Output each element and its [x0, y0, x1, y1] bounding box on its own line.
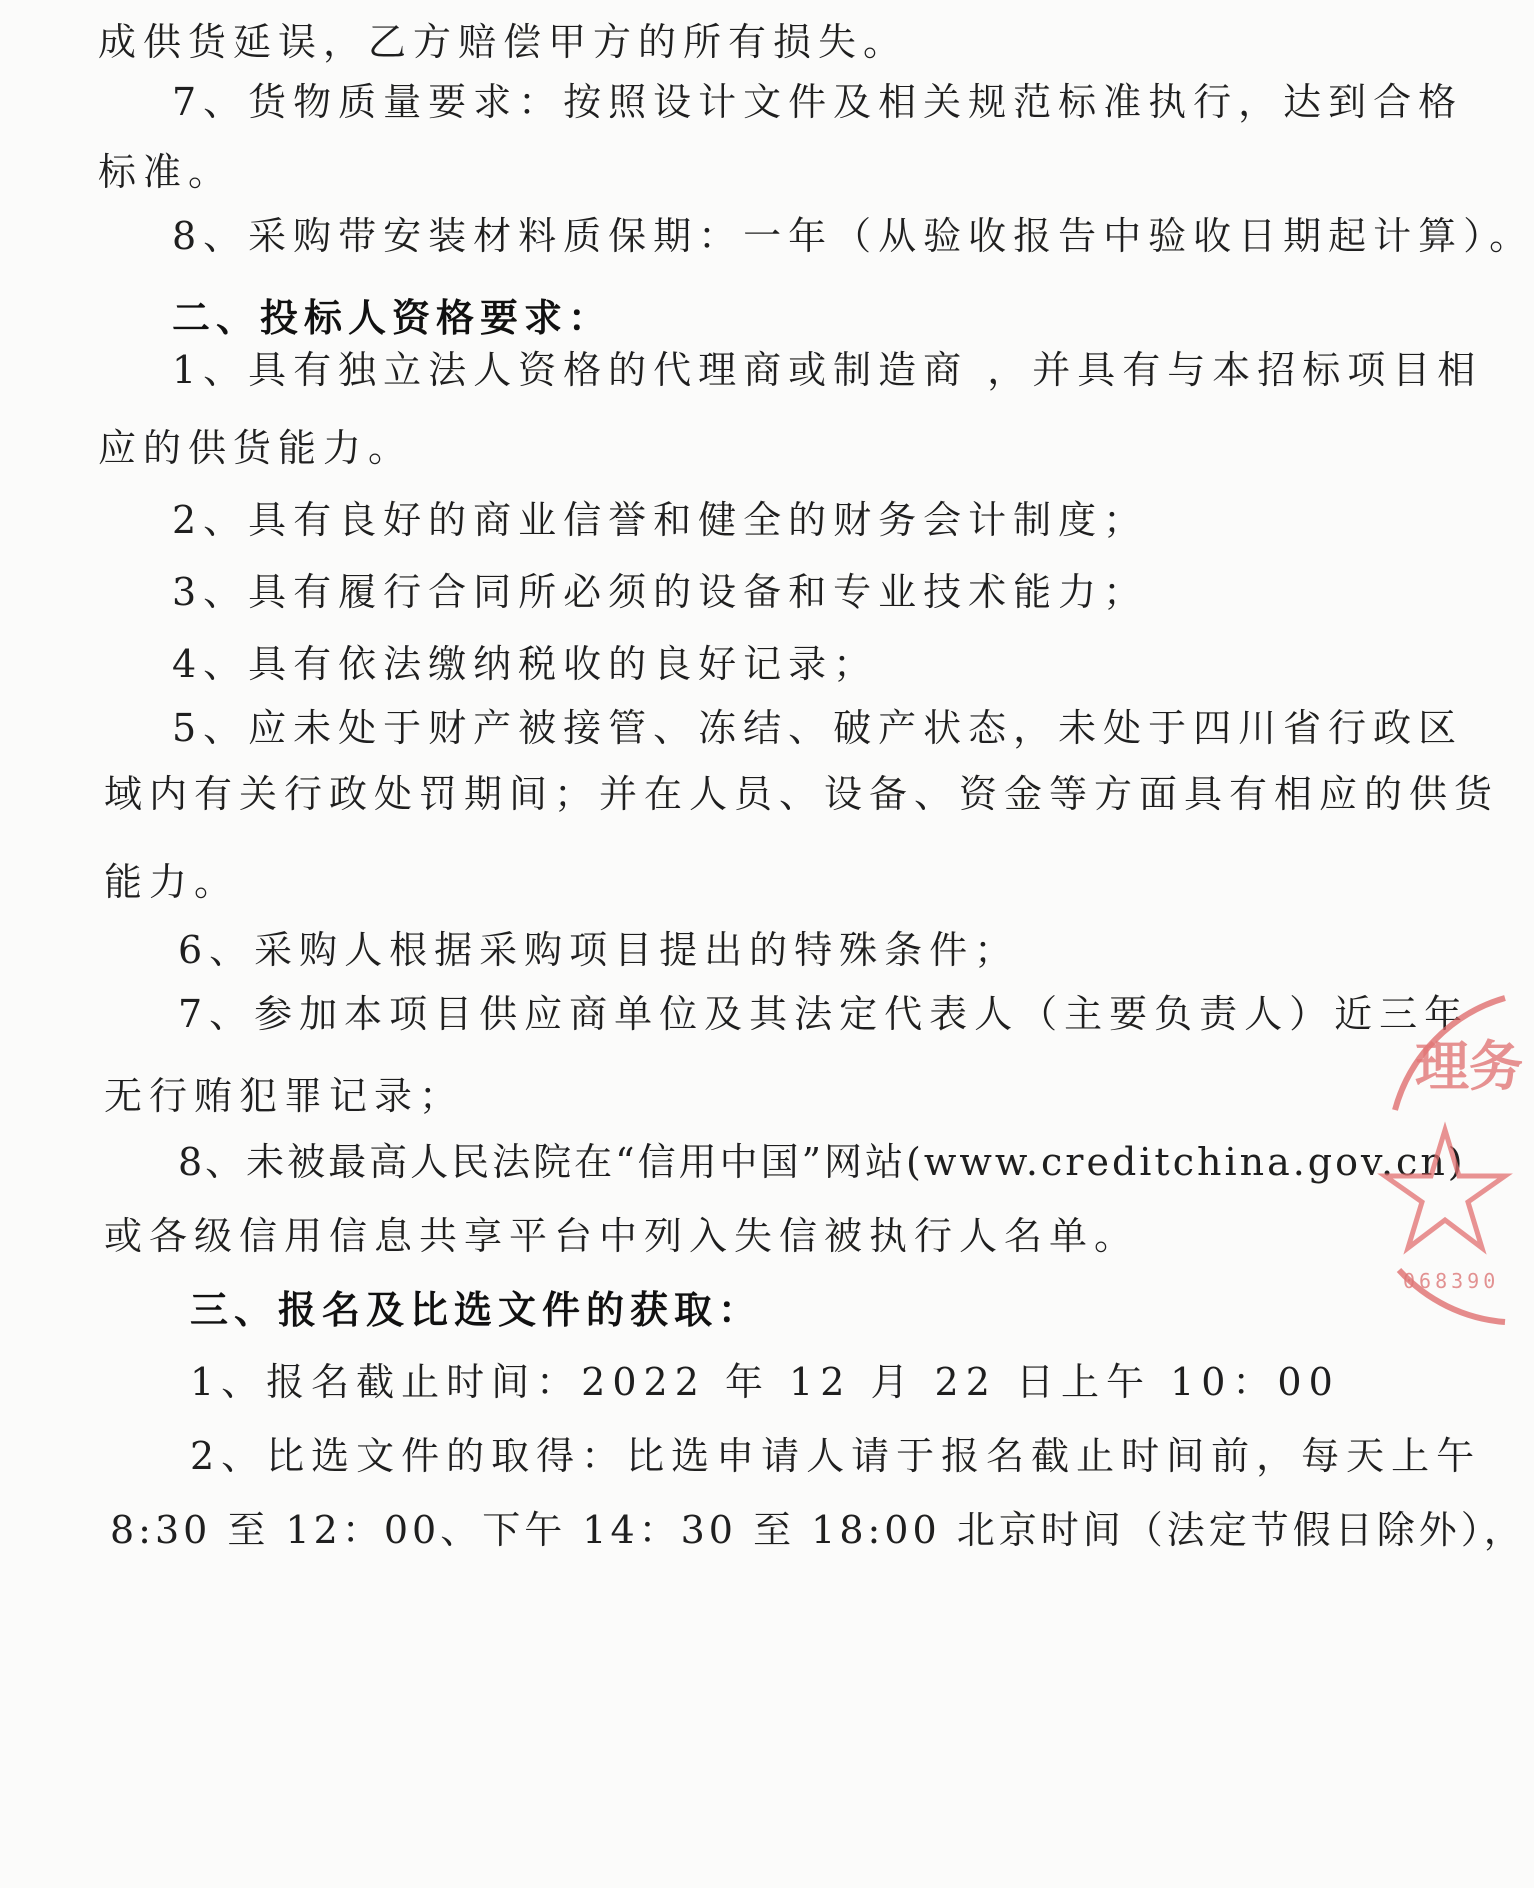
paragraph-line: 应的供货能力。	[98, 426, 414, 470]
paragraph-line: 5、应未处于财产被接管、冻结、破产状态，未处于四川省行政区	[172, 706, 1464, 750]
paragraph-line: 8、采购带安装材料质保期：一年（从验收报告中验收日期起计算）。	[172, 214, 1534, 258]
paragraph-line: 6、采购人根据采购项目提出的特殊条件；	[178, 928, 1020, 972]
paragraph-line: 2、比选文件的取得：比选申请人请于报名截止时间前，每天上午	[190, 1434, 1482, 1478]
paragraph-line: 7、参加本项目供应商单位及其法定代表人（主要负责人）近三年	[178, 992, 1470, 1036]
paragraph-line: 1、报名截止时间：2022 年 12 月 22 日上午 10：00	[190, 1360, 1340, 1404]
svg-text:068390: 068390	[1403, 1269, 1500, 1293]
paragraph-line: 8、未被最高人民法院在“信用中国”网站(www.creditchina.gov.cn)	[178, 1140, 1466, 1184]
paragraph-line: 标准。	[98, 150, 234, 194]
paragraph-line: 4、具有依法缴纳税收的良好记录；	[172, 642, 879, 686]
paragraph-line: 无行贿犯罪记录；	[104, 1074, 465, 1118]
paragraph-line: 能力。	[104, 860, 240, 904]
paragraph-line: 7、货物质量要求：按照设计文件及相关规范标准执行，达到合格	[172, 80, 1464, 124]
official-seal-icon	[1385, 990, 1523, 1330]
section-heading: 三、报名及比选文件的获取：	[190, 1288, 763, 1332]
paragraph-line: 域内有关行政处罚期间；并在人员、设备、资金等方面具有相应的供货	[104, 772, 1500, 816]
paragraph-line: 或各级信用信息共享平台中列入失信被执行人名单。	[104, 1214, 1140, 1258]
paragraph-line: 8:30 至 12：00、下午 14：30 至 18:00 北京时间（法定节假日除外），	[110, 1508, 1526, 1552]
paragraph-line: 1、具有独立法人资格的代理商或制造商 ，并具有与本招标项目相	[172, 348, 1483, 392]
paragraph-line: 2、具有良好的商业信誉和健全的财务会计制度；	[172, 498, 1149, 542]
svg-text:理务: 理务	[1415, 1035, 1523, 1098]
paragraph-line: 3、具有履行合同所必须的设备和专业技术能力；	[172, 570, 1149, 614]
paragraph-line: 成供货延误，乙方赔偿甲方的所有损失。	[98, 20, 909, 64]
section-heading: 二、投标人资格要求：	[172, 296, 613, 340]
